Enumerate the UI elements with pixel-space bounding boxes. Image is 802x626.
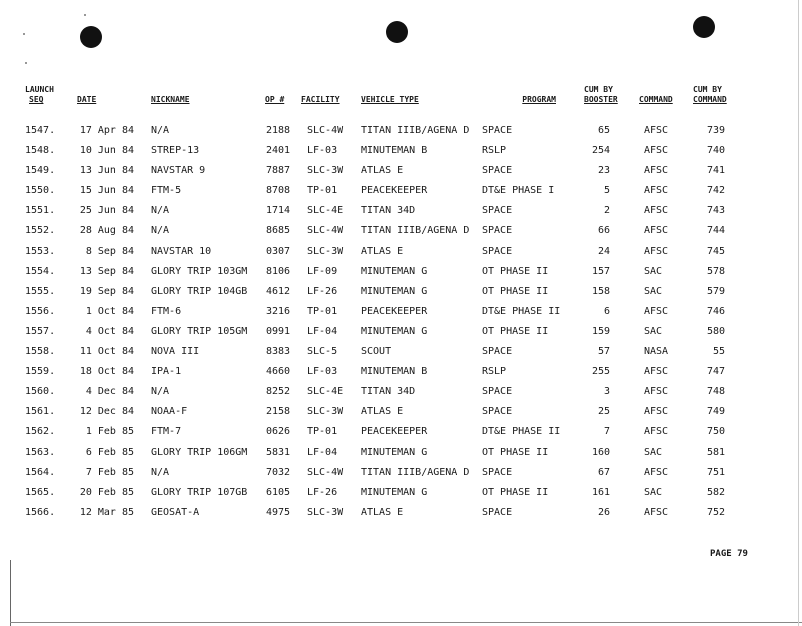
cell-op: 4660 (266, 366, 291, 378)
cell-seq: 1566. (25, 506, 56, 518)
cell-op: 3216 (266, 305, 291, 317)
cell-command: AFSC (644, 125, 669, 136)
cell-op: 7887 (266, 165, 291, 177)
cell-facility: LF-09 (307, 265, 338, 277)
cell-command: AFSC (644, 506, 669, 518)
header-cum-by-booster-line2: BOOSTER (584, 95, 618, 104)
cell-command: AFSC (644, 406, 669, 418)
cell-nickname: NAVSTAR 9 (151, 165, 206, 177)
cell-op: 0307 (266, 245, 291, 257)
cell-seq: 1553. (25, 245, 56, 257)
cell-nickname: FTM-7 (151, 426, 182, 438)
cell-nickname: N/A (151, 205, 170, 217)
header-launch-seq (25, 85, 54, 105)
cell-facility: LF-26 (307, 285, 338, 297)
cell-nickname: N/A (151, 386, 170, 398)
cell-date: 12 Mar 85 (79, 506, 134, 518)
cell-vehicle-type: ATLAS E (361, 406, 404, 418)
cell-date: 12 Dec 84 (79, 406, 134, 418)
cell-vehicle-type: MINUTEMAN G (361, 325, 428, 337)
cell-cum-booster: 160 (591, 446, 610, 458)
cell-cum-booster: 157 (591, 265, 610, 277)
cell-program: SPACE (482, 245, 513, 257)
cell-facility: LF-04 (307, 325, 338, 337)
cell-cum-command: 751 (706, 466, 725, 478)
header-cum-by-booster (584, 85, 618, 105)
cell-facility: TP-01 (307, 185, 338, 197)
cell-seq: 1556. (25, 305, 56, 317)
table-row (0, 425, 802, 445)
cell-cum-command: 739 (706, 125, 725, 136)
header-program: PROGRAM (522, 95, 556, 104)
header-cum-by-command (693, 85, 727, 105)
cell-op: 4975 (266, 506, 291, 518)
cell-facility: SLC-3W (307, 245, 344, 257)
cell-cum-booster: 255 (591, 366, 610, 378)
cell-nickname: IPA-1 (151, 366, 182, 378)
cell-vehicle-type: TITAN IIIB/AGENA D (361, 225, 470, 237)
cell-facility: SLC-4E (307, 386, 344, 398)
cell-program: SPACE (482, 406, 513, 418)
cell-seq: 1552. (25, 225, 56, 237)
cell-op: 1714 (266, 205, 291, 217)
cell-cum-command: 742 (706, 185, 725, 197)
punch-hole-left (80, 26, 102, 48)
cell-vehicle-type: MINUTEMAN G (361, 265, 428, 277)
scan-speck (25, 62, 27, 64)
cell-program: RSLP (482, 366, 507, 378)
cell-op: 8685 (266, 225, 291, 237)
cell-op: 8383 (266, 346, 291, 358)
cell-nickname: GLORY TRIP 103GM (151, 265, 248, 277)
cell-date: 6 Feb 85 (85, 446, 134, 458)
cell-command: NASA (644, 346, 669, 358)
table-row (0, 144, 802, 164)
cell-date: 4 Oct 84 (85, 325, 134, 337)
cell-cum-command: 748 (706, 386, 725, 398)
table-row (0, 204, 802, 224)
cell-op: 2188 (266, 125, 291, 136)
cell-vehicle-type: SCOUT (361, 346, 392, 358)
cell-seq: 1557. (25, 325, 56, 337)
header-cum-by-booster-line1: CUM BY (584, 85, 613, 94)
scan-speck (23, 33, 25, 35)
header-nickname: NICKNAME (151, 95, 190, 104)
cell-op: 2158 (266, 406, 291, 418)
header-vehicle-type: VEHICLE TYPE (361, 95, 419, 104)
cell-vehicle-type: MINUTEMAN G (361, 285, 428, 297)
cell-date: 25 Jun 84 (79, 205, 134, 217)
cell-cum-booster: 24 (597, 245, 610, 257)
cell-op: 8708 (266, 185, 291, 197)
cell-program: SPACE (482, 346, 513, 358)
cell-cum-command: 747 (706, 366, 725, 378)
table-row (0, 265, 802, 285)
launch-table-body (0, 124, 802, 526)
cell-vehicle-type: TITAN 34D (361, 205, 416, 217)
header-command: COMMAND (639, 95, 673, 104)
cell-command: AFSC (644, 205, 669, 217)
cell-vehicle-type: PEACEKEEPER (361, 426, 428, 438)
cell-date: 1 Feb 85 (85, 426, 134, 438)
cell-cum-command: 578 (706, 265, 725, 277)
cell-op: 4612 (266, 285, 291, 297)
cell-seq: 1560. (25, 386, 56, 398)
cell-nickname: FTM-5 (151, 185, 182, 197)
cell-cum-booster: 66 (597, 225, 610, 237)
table-row (0, 486, 802, 506)
cell-vehicle-type: ATLAS E (361, 165, 404, 177)
cell-cum-booster: 26 (597, 506, 610, 518)
cell-command: AFSC (644, 466, 669, 478)
cell-seq: 1551. (25, 205, 56, 217)
cell-date: 20 Feb 85 (79, 486, 134, 498)
page-number: PAGE 79 (710, 549, 748, 559)
header-facility: FACILITY (301, 95, 340, 104)
cell-date: 13 Jun 84 (79, 165, 134, 177)
cell-command: SAC (644, 265, 663, 277)
cell-seq: 1559. (25, 366, 56, 378)
cell-op: 8252 (266, 386, 291, 398)
cell-cum-command: 580 (706, 325, 725, 337)
cell-date: 28 Aug 84 (79, 225, 134, 237)
cell-program: SPACE (482, 386, 513, 398)
cell-command: AFSC (644, 165, 669, 177)
cell-program: SPACE (482, 205, 513, 217)
cell-cum-booster: 159 (591, 325, 610, 337)
scan-edge-bottom (10, 622, 802, 623)
cell-nickname: NAVSTAR 10 (151, 245, 212, 257)
cell-cum-booster: 23 (597, 165, 610, 177)
cell-program: OT PHASE II (482, 265, 549, 277)
cell-vehicle-type: MINUTEMAN B (361, 145, 428, 157)
cell-vehicle-type: MINUTEMAN B (361, 366, 428, 378)
cell-seq: 1561. (25, 406, 56, 418)
cell-facility: SLC-3W (307, 165, 344, 177)
cell-program: SPACE (482, 466, 513, 478)
cell-cum-booster: 3 (603, 386, 610, 398)
cell-seq: 1565. (25, 486, 56, 498)
cell-program: DT&E PHASE II (482, 305, 561, 317)
cell-cum-command: 750 (706, 426, 725, 438)
cell-date: 4 Dec 84 (85, 386, 134, 398)
cell-command: SAC (644, 446, 663, 458)
cell-nickname: STREP-13 (151, 145, 200, 157)
cell-date: 11 Oct 84 (79, 346, 134, 358)
table-row (0, 446, 802, 466)
header-launch-seq-line1: LAUNCH (25, 85, 54, 94)
cell-seq: 1555. (25, 285, 56, 297)
cell-facility: LF-26 (307, 486, 338, 498)
cell-date: 18 Oct 84 (79, 366, 134, 378)
cell-seq: 1558. (25, 346, 56, 358)
cell-cum-command: 752 (706, 506, 725, 518)
cell-cum-command: 749 (706, 406, 725, 418)
cell-nickname: GEOSAT-A (151, 506, 200, 518)
cell-cum-booster: 25 (597, 406, 610, 418)
cell-seq: 1549. (25, 165, 56, 177)
cell-program: OT PHASE II (482, 325, 549, 337)
cell-nickname: GLORY TRIP 107GB (151, 486, 248, 498)
header-date: DATE (77, 95, 97, 104)
cell-cum-booster: 7 (603, 426, 610, 438)
cell-cum-command: 55 (712, 346, 725, 358)
cell-facility: SLC-5 (307, 346, 338, 358)
cell-cum-booster: 2 (603, 205, 610, 217)
cell-facility: TP-01 (307, 305, 338, 317)
cell-cum-booster: 161 (591, 486, 610, 498)
cell-program: DT&E PHASE I (482, 185, 555, 197)
cell-nickname: GLORY TRIP 104GB (151, 285, 248, 297)
cell-seq: 1548. (25, 145, 56, 157)
cell-facility: LF-03 (307, 145, 338, 157)
cell-date: 7 Feb 85 (85, 466, 134, 478)
cell-seq: 1562. (25, 426, 56, 438)
cell-program: DT&E PHASE II (482, 426, 561, 438)
cell-command: AFSC (644, 185, 669, 197)
cell-command: AFSC (644, 386, 669, 398)
cell-facility: SLC-4E (307, 205, 344, 217)
table-row (0, 224, 802, 244)
header-cum-by-command-line2: COMMAND (693, 95, 727, 104)
cell-program: SPACE (482, 506, 513, 518)
cell-vehicle-type: TITAN IIIB/AGENA D (361, 466, 470, 478)
cell-facility: LF-04 (307, 446, 338, 458)
punch-hole-right (693, 16, 715, 38)
header-op: OP # (265, 95, 285, 104)
cell-command: AFSC (644, 366, 669, 378)
cell-cum-command: 579 (706, 285, 725, 297)
cell-facility: SLC-4W (307, 225, 344, 237)
cell-program: SPACE (482, 125, 513, 136)
cell-nickname: N/A (151, 125, 170, 136)
scan-speck (84, 14, 86, 16)
cell-cum-booster: 57 (597, 346, 610, 358)
cell-program: SPACE (482, 225, 513, 237)
cell-program: OT PHASE II (482, 446, 549, 458)
table-row (0, 245, 802, 265)
cell-nickname: N/A (151, 466, 170, 478)
cell-op: 7032 (266, 466, 291, 478)
cell-command: AFSC (644, 305, 669, 317)
cell-nickname: GLORY TRIP 106GM (151, 446, 248, 458)
cell-program: OT PHASE II (482, 486, 549, 498)
cell-facility: SLC-4W (307, 466, 344, 478)
cell-nickname: N/A (151, 225, 170, 237)
cell-cum-command: 740 (706, 145, 725, 157)
cell-cum-command: 743 (706, 205, 725, 217)
cell-date: 13 Sep 84 (79, 265, 134, 277)
cell-seq: 1563. (25, 446, 56, 458)
cell-command: AFSC (644, 145, 669, 157)
punch-hole-center (386, 21, 408, 43)
cell-cum-command: 744 (706, 225, 725, 237)
cell-seq: 1547. (25, 125, 56, 136)
cell-vehicle-type: PEACEKEEPER (361, 185, 428, 197)
cell-date: 8 Sep 84 (85, 245, 134, 257)
table-row (0, 305, 802, 325)
cell-cum-booster: 6 (603, 305, 610, 317)
cell-date: 1 Oct 84 (85, 305, 134, 317)
cell-nickname: GLORY TRIP 105GM (151, 325, 248, 337)
cell-vehicle-type: TITAN IIIB/AGENA D (361, 125, 470, 136)
cell-cum-command: 745 (706, 245, 725, 257)
table-row (0, 365, 802, 385)
table-row (0, 325, 802, 345)
cell-command: AFSC (644, 426, 669, 438)
cell-vehicle-type: MINUTEMAN G (361, 446, 428, 458)
cell-vehicle-type: MINUTEMAN G (361, 486, 428, 498)
header-cum-by-command-line1: CUM BY (693, 85, 722, 94)
cell-cum-command: 746 (706, 305, 725, 317)
cell-seq: 1564. (25, 466, 56, 478)
cell-nickname: NOAA-F (151, 406, 188, 418)
cell-facility: SLC-3W (307, 506, 344, 518)
cell-vehicle-type: TITAN 34D (361, 386, 416, 398)
table-row (0, 285, 802, 305)
cell-command: SAC (644, 486, 663, 498)
cell-op: 8106 (266, 265, 291, 277)
cell-date: 15 Jun 84 (79, 185, 134, 197)
cell-date: 17 Apr 84 (79, 125, 134, 136)
cell-facility: TP-01 (307, 426, 338, 438)
cell-cum-booster: 67 (597, 466, 610, 478)
cell-vehicle-type: ATLAS E (361, 245, 404, 257)
cell-op: 2401 (266, 145, 291, 157)
cell-op: 0626 (266, 426, 291, 438)
cell-op: 6105 (266, 486, 291, 498)
cell-program: RSLP (482, 145, 507, 157)
table-row (0, 466, 802, 486)
cell-cum-command: 581 (706, 446, 725, 458)
cell-nickname: FTM-6 (151, 305, 182, 317)
cell-facility: LF-03 (307, 366, 338, 378)
cell-command: SAC (644, 325, 663, 337)
cell-cum-command: 741 (706, 165, 725, 177)
cell-cum-booster: 158 (591, 285, 610, 297)
cell-cum-booster: 254 (591, 145, 610, 157)
header-launch-seq-line2: SEQ (29, 95, 44, 104)
table-row (0, 506, 802, 526)
cell-command: SAC (644, 285, 663, 297)
cell-op: 5831 (266, 446, 291, 458)
cell-cum-booster: 65 (597, 125, 610, 136)
table-row (0, 345, 802, 365)
scan-edge-left (10, 560, 11, 626)
table-row (0, 405, 802, 425)
cell-vehicle-type: ATLAS E (361, 506, 404, 518)
table-row (0, 124, 802, 144)
cell-cum-command: 582 (706, 486, 725, 498)
cell-date: 19 Sep 84 (79, 285, 134, 297)
cell-seq: 1550. (25, 185, 56, 197)
cell-command: AFSC (644, 245, 669, 257)
cell-seq: 1554. (25, 265, 56, 277)
cell-date: 10 Jun 84 (79, 145, 134, 157)
table-row (0, 184, 802, 204)
cell-facility: SLC-3W (307, 406, 344, 418)
cell-cum-booster: 5 (603, 185, 610, 197)
cell-nickname: NOVA III (151, 346, 200, 358)
table-row (0, 164, 802, 184)
cell-program: SPACE (482, 165, 513, 177)
cell-op: 0991 (266, 325, 291, 337)
table-row (0, 385, 802, 405)
cell-facility: SLC-4W (307, 125, 344, 136)
cell-vehicle-type: PEACEKEEPER (361, 305, 428, 317)
cell-program: OT PHASE II (482, 285, 549, 297)
cell-command: AFSC (644, 225, 669, 237)
